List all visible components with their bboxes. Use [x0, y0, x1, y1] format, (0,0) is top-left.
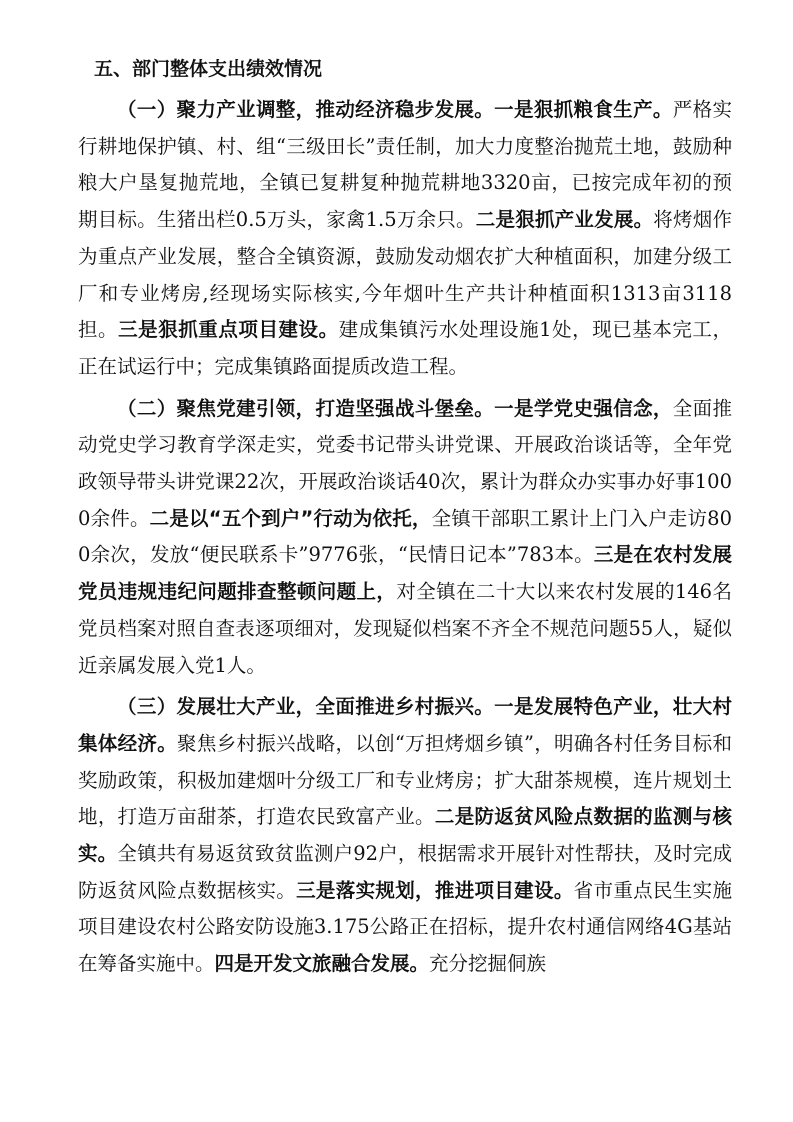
point-text: 聚焦乡村振兴战略，以创“万担烤烟乡镇”，明确各村任务目标和奖励政策，积极加建烟叶分级工厂和专业烤房；扩大甜茶规模，连片规划土地，打造万亩甜茶，打造农民致富产业。: [78, 731, 732, 829]
point-text: 严格实行耕地保护镇、村、组“三级田长”责任制，加大力度整治抛荒土地，鼓励种粮大户垦复抛荒地，全镇已复耕复种抛荒耕地3320亩，已按完成年初的预期目标。生猪出栏0.5万头，家禽1.5万余只。: [78, 98, 732, 232]
point-text: 省市重点民生实施项目建设农村公路安防设施3.175公路正在招标，提升农村通信网络4G基站在筹备实施中。: [78, 878, 732, 976]
point-heading: 三是在农村发展党员违规违纪问题排查整顿问题上，: [78, 543, 732, 604]
paragraph-rural-revitalization: [78, 689, 732, 983]
section-heading: 五、部门整体支出绩效情况: [94, 58, 323, 80]
point-heading: 三是落实规划，推进项目建设。: [296, 878, 574, 902]
point-text: 全镇干部职工累计上门入户走访800余次，发放“便民联系卡”9776张，“民情日记本”783本。: [78, 506, 732, 567]
point-text: 全面推动党史学习教育学深走实，党委书记带头讲党课、开展政治谈话等，全年党政领导带头讲党课22次，开展政治谈话40次，累计为群众办实事办好事1000余件。: [78, 396, 732, 530]
point-text: 充分挖掘侗族: [429, 952, 547, 976]
paragraph-party-building: [78, 391, 732, 685]
paragraph-industry: [78, 92, 732, 386]
paragraph-title: （三）发展壮大产业，全面推进乡村振兴。: [117, 695, 495, 719]
point-heading: 一是学党史强信念，: [494, 396, 673, 420]
point-text: 全镇共有易返贫致贫监测户92户，根据需求开展针对性帮扶，及时完成防返贫风险点数据核实。: [78, 842, 732, 902]
point-heading: 三是狠抓重点项目建设。: [118, 318, 339, 342]
paragraph-title: （一）聚力产业调整，推动经济稳步发展。: [117, 98, 495, 121]
point-heading: 一是狠抓粮食生产。: [494, 98, 673, 121]
point-heading: 一是发展特色产业，壮大村集体经济。: [78, 695, 732, 755]
point-text: 建成集镇污水处理设施1处，现已基本完工，正在试运行中；完成集镇路面提质改造工程。: [78, 318, 732, 378]
paragraph-title: （二）聚焦党建引领，打造坚强战斗堡垒。: [117, 396, 495, 420]
point-heading: 四是开发文旅融合发展。: [214, 952, 430, 976]
point-heading: 二是以“五个到户”行动为依托，: [149, 506, 432, 530]
point-text: 将烤烟作为重点产业发展，整合全镇资源，鼓励发动烟农扩大种植面积，加建分级工厂和专业烤房,经现场实际核实,今年烟叶生产共计种植面积1313亩3118担。: [78, 208, 732, 342]
point-heading: 二是防返贫风险点数据的监测与核实。: [78, 805, 732, 866]
document-page: [78, 56, 732, 983]
point-heading: 二是狠抓产业发展。: [475, 208, 654, 232]
point-text: 对全镇在二十大以来农村发展的146名党员档案对照自查表逐项细对，发现疑似档案不齐全不规范问题55人，疑似近亲属发展入党1人。: [78, 580, 732, 677]
